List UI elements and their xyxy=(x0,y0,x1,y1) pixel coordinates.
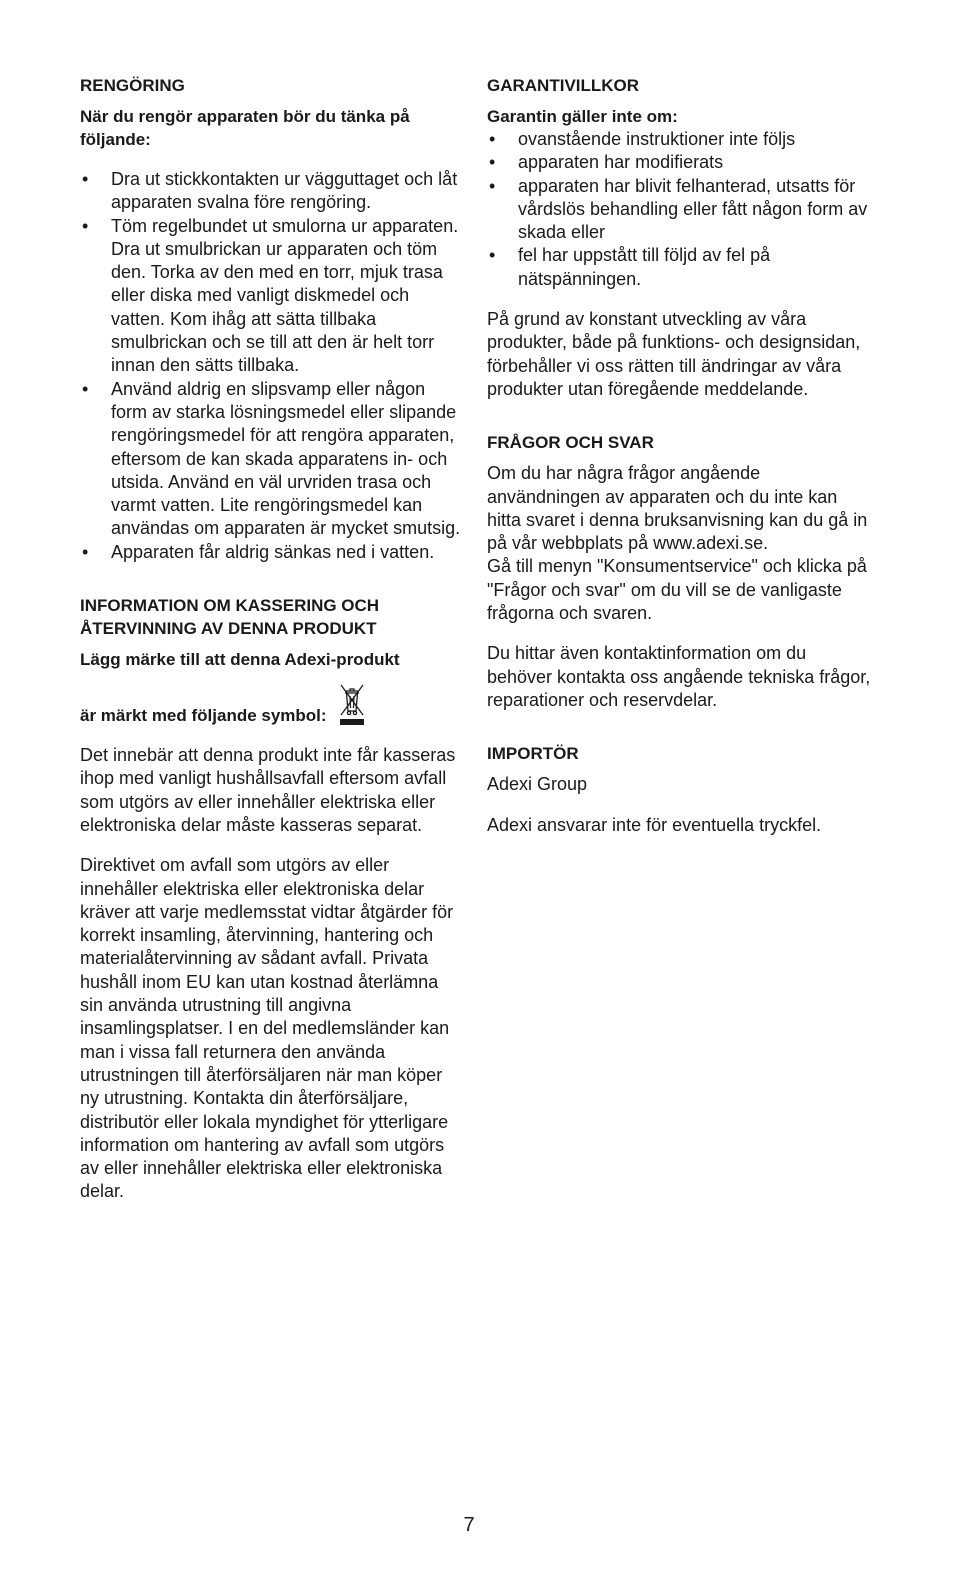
bullet: • xyxy=(489,152,496,173)
bullet: • xyxy=(82,169,89,189)
faq-paragraph-1: Om du har några frågor angående användningen av apparaten och du inte kan hitta svaret i denna bruksanvisning kan du gå in på vår webbplats på www.adexi.se. xyxy=(487,463,868,554)
bullet: • xyxy=(489,129,496,149)
bullet: • xyxy=(489,175,496,196)
list-item: • Dra ut stickkontakten ur vägguttaget och låt apparaten svalna före rengöring. xyxy=(82,169,458,213)
disposal-heading: INFORMATION OM KASSERING OCH ÅTERVINNING AV DENNA PRODUKT xyxy=(80,596,380,639)
weee-crossed-bin-icon xyxy=(337,681,367,727)
bullet: • xyxy=(82,215,89,236)
cleaning-heading: RENGÖRING xyxy=(80,76,185,95)
disposal-paragraph-1: Det innebär att denna produkt inte får kasseras ihop med vanligt hushållsavfall eftersom avfall som utgörs av eller innehåller elektriska eller elektroniska delar måste kasseras separat. xyxy=(80,745,456,835)
list-item: • Apparaten får aldrig sänkas ned i vatten. xyxy=(80,541,464,564)
disposal-note-line1: Lägg märke till att denna Adexi-produkt xyxy=(80,650,400,670)
importer-name: Adexi Group xyxy=(487,774,588,795)
list-item: • ovanstående instruktioner inte följs xyxy=(487,128,872,151)
bullet: • xyxy=(82,378,89,399)
importer-disclaimer: Adexi ansvarar inte för eventuella tryckfel. xyxy=(487,814,822,835)
list-item: • apparaten har modifierats xyxy=(487,151,872,174)
faq-heading: FRÅGOR OCH SVAR xyxy=(487,433,654,453)
warranty-list xyxy=(487,128,872,291)
list-item: • Använd aldrig en slipsvamp eller någon form av starka lösningsmedel eller slipande rengöringsmedel för att rengöra apparaten, eftersom de kan skada apparatens in- och utsida. Använd en väl urvriden trasa och varmt vatten. Lite rengöringsmedel kan användas om apparaten är mycket smutsig. xyxy=(82,378,461,539)
cleaning-list xyxy=(80,168,464,564)
left-column xyxy=(80,74,464,1204)
importer-heading: IMPORTÖR xyxy=(487,744,579,764)
symbol-line xyxy=(80,681,464,727)
bullet: • xyxy=(489,245,496,266)
list-item: • Töm regelbundet ut smulorna ur apparaten. Dra ut smulbrickan ur apparaten och töm den. Torka av den med en torr, mjuk trasa eller diska med vanligt diskmedel och vatten. Kom ihåg att sätta tillbaka smulbrickan och se till att den är helt torr innan den sätts tillbaka. xyxy=(82,215,459,376)
list-item: • fel har uppstått till följd av fel på nätspänningen. xyxy=(489,245,771,289)
warranty-heading: GARANTIVILLKOR xyxy=(487,76,640,95)
cleaning-intro: När du rengör apparaten bör du tänka på följande: xyxy=(80,107,410,149)
page-number: 7 xyxy=(463,1514,475,1536)
right-column xyxy=(487,74,872,837)
warranty-paragraph: På grund av konstant utveckling av våra produkter, både på funktions- och designsidan, förbehåller vi oss rätten till ändringar av våra produkter utan föregående meddelande. xyxy=(487,309,861,399)
warranty-intro: Garantin gäller inte om: xyxy=(487,107,678,126)
bullet: • xyxy=(82,541,89,562)
list-item: • apparaten har blivit felhanterad, utsatts för vårdslös behandling eller fått någon form av skada eller xyxy=(489,175,868,243)
disposal-note-line2: är märkt med följande symbol: xyxy=(80,706,327,726)
disposal-paragraph-2: Direktivet om avfall som utgörs av eller innehåller elektriska eller elektroniska delar kräver att varje medlemsstat vidtar åtgärder för korrekt insamling, återvinning, hantering och materialåtervinning av sådant avfall. Privata hushåll inom EU kan utan kostnad återlämna sin använda utrustning till angivna insamlingsplatser. I en del medlemsländer kan man i vissa fall returnera den använda utrustningen till återförsäljaren när man köper ny utrustning. Kontakta din återförsäljare, distributör eller lokala myndighet för ytterligare information om hantering av avfall som utgörs av eller innehåller elektriska eller elektroniska delar. xyxy=(80,855,454,1202)
faq-paragraph-2: Gå till menyn "Konsumentservice" och klicka på "Frågor och svar" om du vill se de vanligaste frågorna och svaren. xyxy=(487,556,867,624)
faq-paragraph-3: Du hittar även kontaktinformation om du behöver kontakta oss angående tekniska frågor, reparationer och reservdelar. xyxy=(487,643,871,710)
